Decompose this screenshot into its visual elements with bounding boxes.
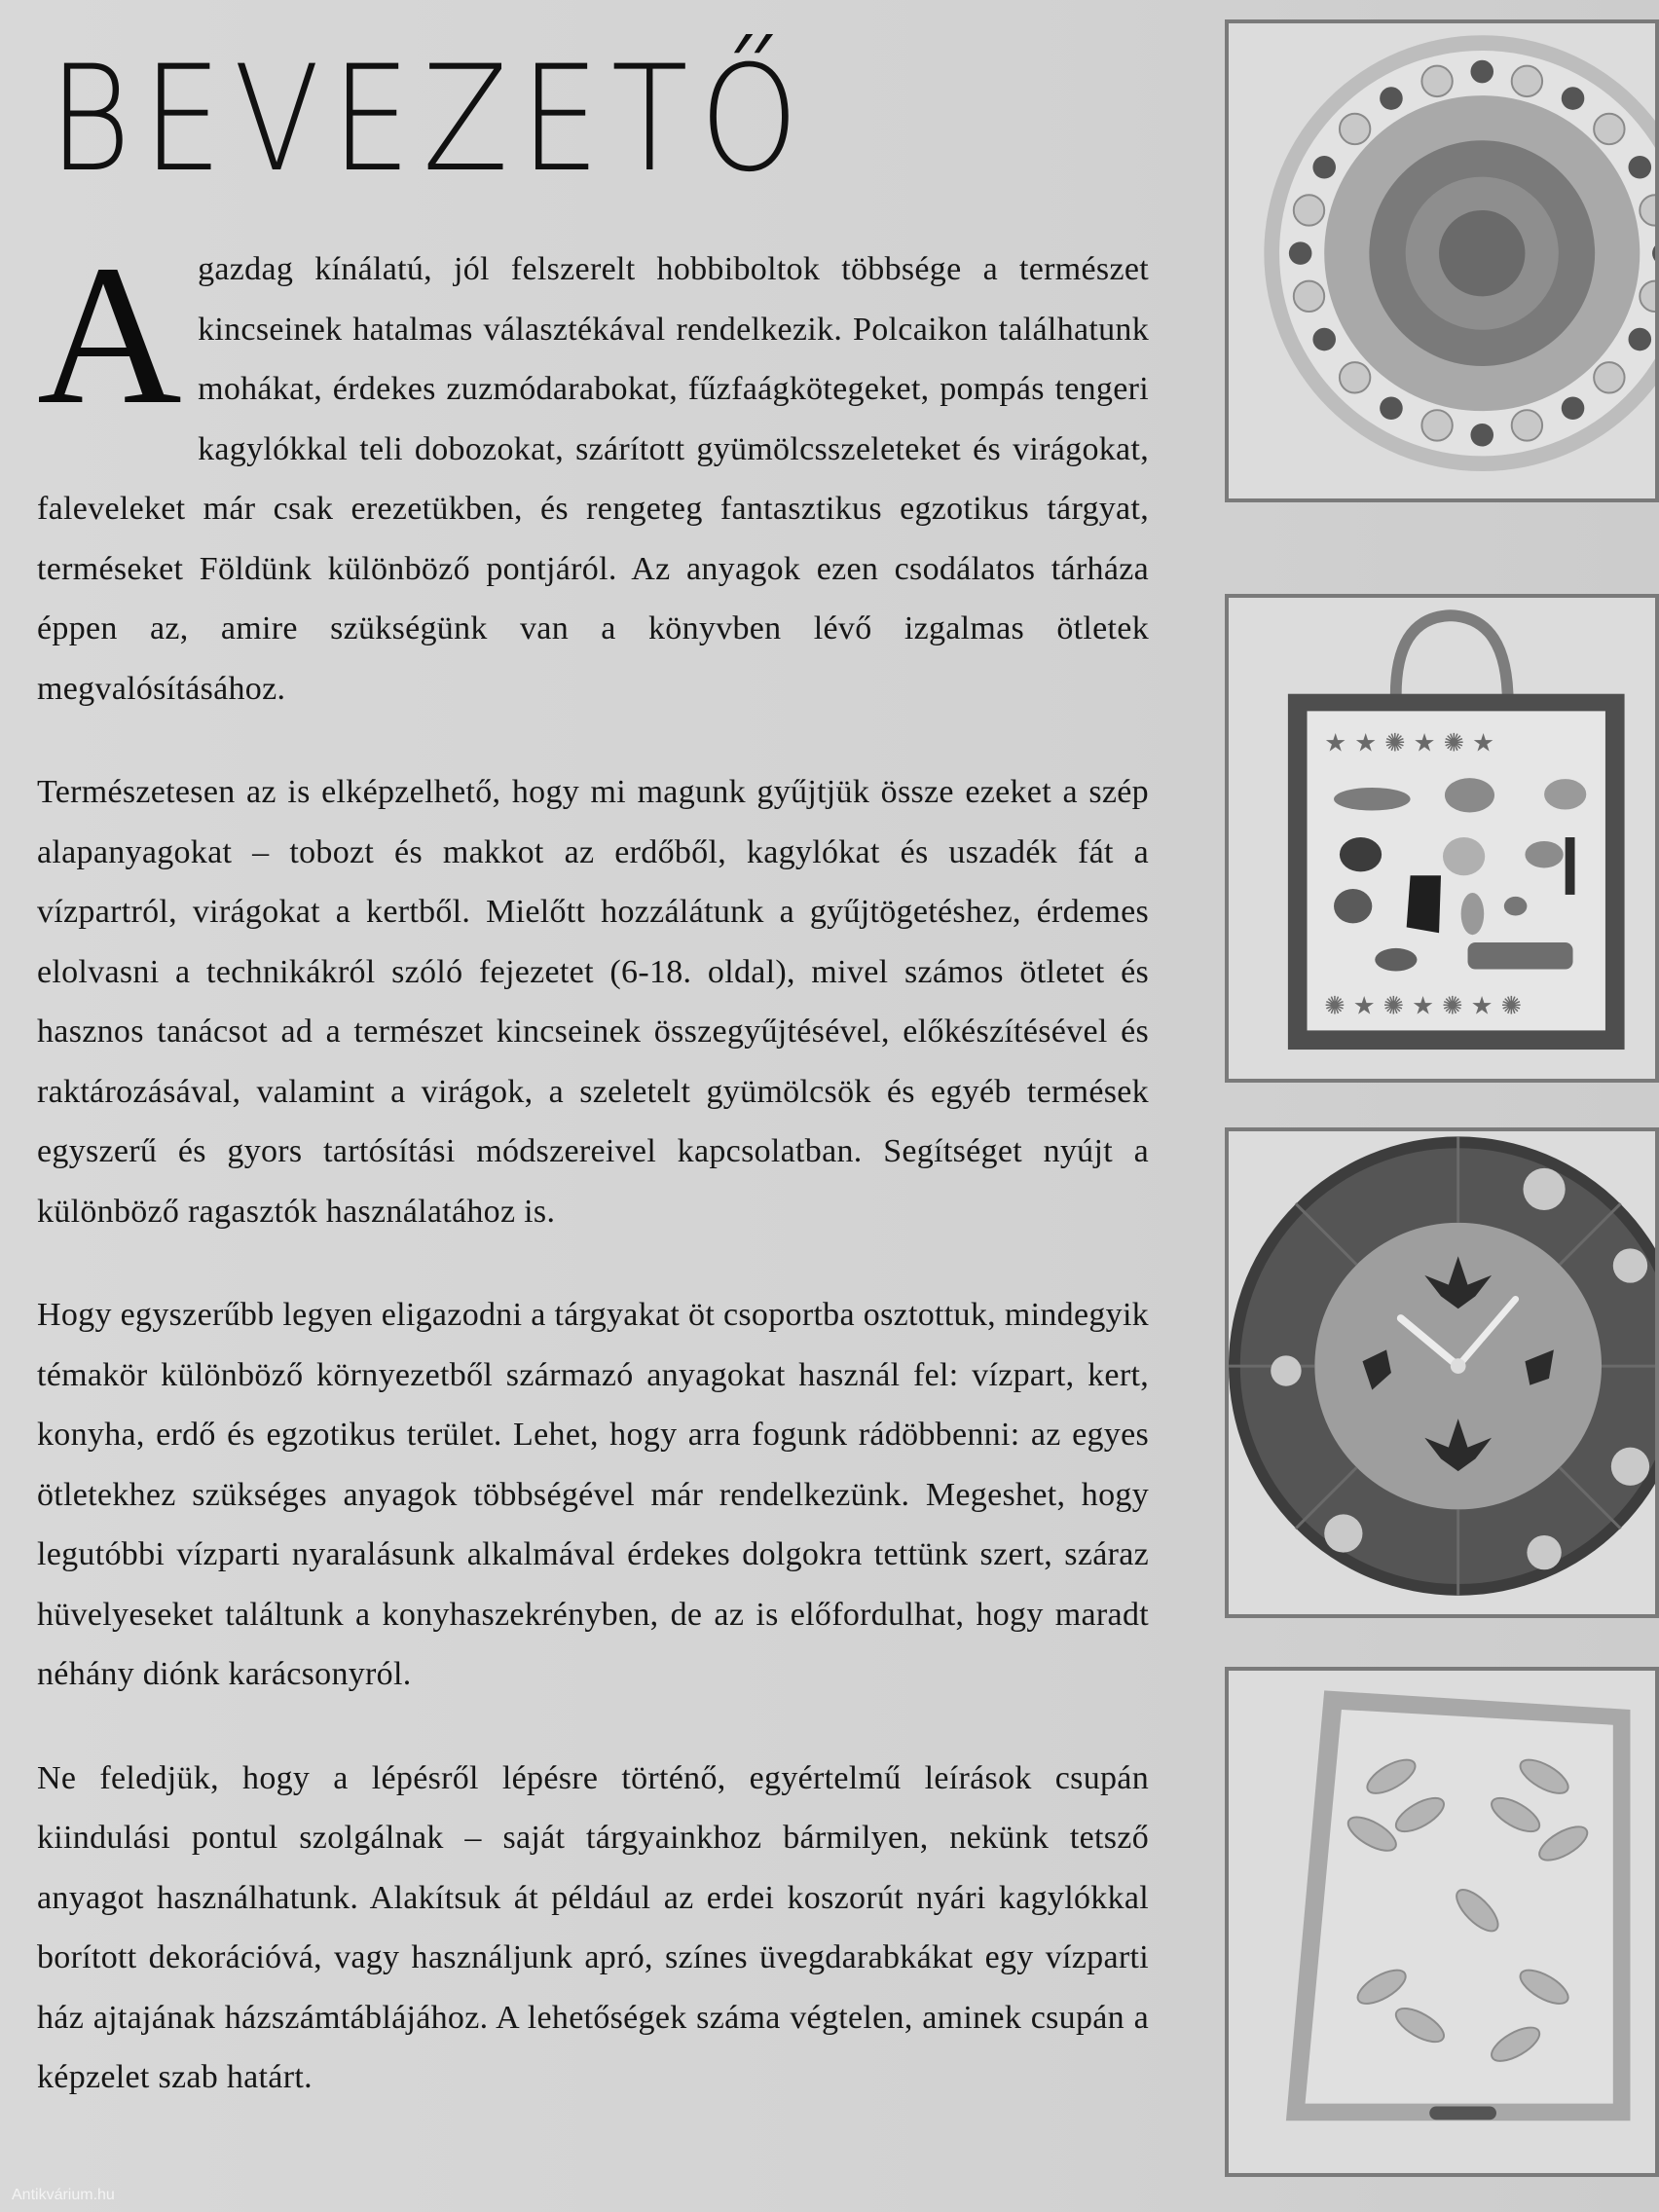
- page-title: BEVEZETŐ: [49, 35, 811, 204]
- paragraph-1-text: gazdag kínálatú, jól felszerelt hobbiboltok többsége a természet kincseinek hatalmas választékával rendelkezik. Polcaikon találhatunk mohákat, érdekes zuzmódarabokat, fűzfaágkötegeket, pompás tengeri kagylókkal teli dobozokat, szárított gyümölcsszeleteket és virágokat, faleveleket már csak erezetükben, és rengeteg fantasztikus egzotikus tárgyat, terméseket Földünk különböző pontjáról. Az anyagok ezen csodálatos tárháza éppen az, amire szükségünk van a könyvben lévő izgalmas ötletek megvalósításához.: [37, 251, 1149, 707]
- photo-pressed-leaf-tray: [1225, 1667, 1659, 2177]
- pressed-leaf-tray-icon: [1229, 1671, 1655, 2173]
- paragraph-2: Természetesen az is elképzelhető, hogy mi magunk gyűjtjük össze ezeket a szép alapanyagokat – tobozt és makkot az erdőből, kagylókat és uszadék fát a vízpartról, virágokat a kertből. Mielőtt hozzálátunk a gyűjtögetéshez, érdemes elolvasni a technikákról szóló fejezetet (6-18. oldal), mivel számos ötletet és hasznos tanácsot ad a természet kincseinek összegyűjtésével, előkészítésével és raktározásával, valamint a virágok, a szeletelt gyümölcsök és egyéb termések egyszerű és gyors tartósítási módszereivel kapcsolatban. Segítséget nyújt a különböző ragasztók használatához is.: [37, 774, 1149, 1230]
- paragraph-1: [37, 223, 1149, 719]
- svg-text:★ ★ ✺ ★ ✺ ★: ★ ★ ✺ ★ ✺ ★: [1324, 728, 1495, 758]
- leaf-clock-icon: [1229, 1131, 1655, 1614]
- photo-leaf-clock: [1225, 1127, 1659, 1618]
- photo-flower-plate: [1225, 19, 1659, 502]
- paragraph-4: Ne feledjük, hogy a lépésről lépésre történő, egyértelmű leírások csupán kiindulási pontul szolgálnak – saját tárgyainkhoz bármilyen, nekünk tetsző anyagot használhatunk. Alakítsuk át például az erdei koszorút nyári kagylókkal borított dekorációvá, vagy használjunk apró, színes üvegdarabkákat egy vízparti ház ajtajának házszámtáblájához. A lehetőségek száma végtelen, aminek csupán a képzelet szab határt.: [37, 1759, 1149, 2095]
- svg-text:✺ ★ ✺ ★ ✺ ★ ✺: ✺ ★ ✺ ★ ✺ ★ ✺: [1324, 991, 1523, 1021]
- flower-plate-icon: [1229, 23, 1655, 498]
- photo-shell-tray: [1225, 594, 1659, 1083]
- drop-cap: A: [37, 223, 183, 446]
- shell-tray-icon: [1229, 598, 1655, 1079]
- watermark: Antikvárium.hu: [12, 2187, 115, 2203]
- paragraph-3: Hogy egyszerűbb legyen eligazodni a tárgyakat öt csoportba osztottuk, mindegyik témakör különböző környezetből származó anyagokat használ fel: vízpart, kert, konyha, erdő és egzotikus terület. Lehet, hogy arra fogunk rádöbbenni: az egyes ötletekhez szükséges anyagok többségével már rendelkezünk. Megeshet, hogy legutóbbi vízparti nyaralásunk alkalmával érdekes dolgokra tettünk szert, száraz hüvelyeseket találtunk a konyhaszekrényben, de az is előfordulhat, hogy maradt néhány diónk karácsonyról.: [37, 1297, 1149, 1692]
- body-text: [37, 223, 1149, 2152]
